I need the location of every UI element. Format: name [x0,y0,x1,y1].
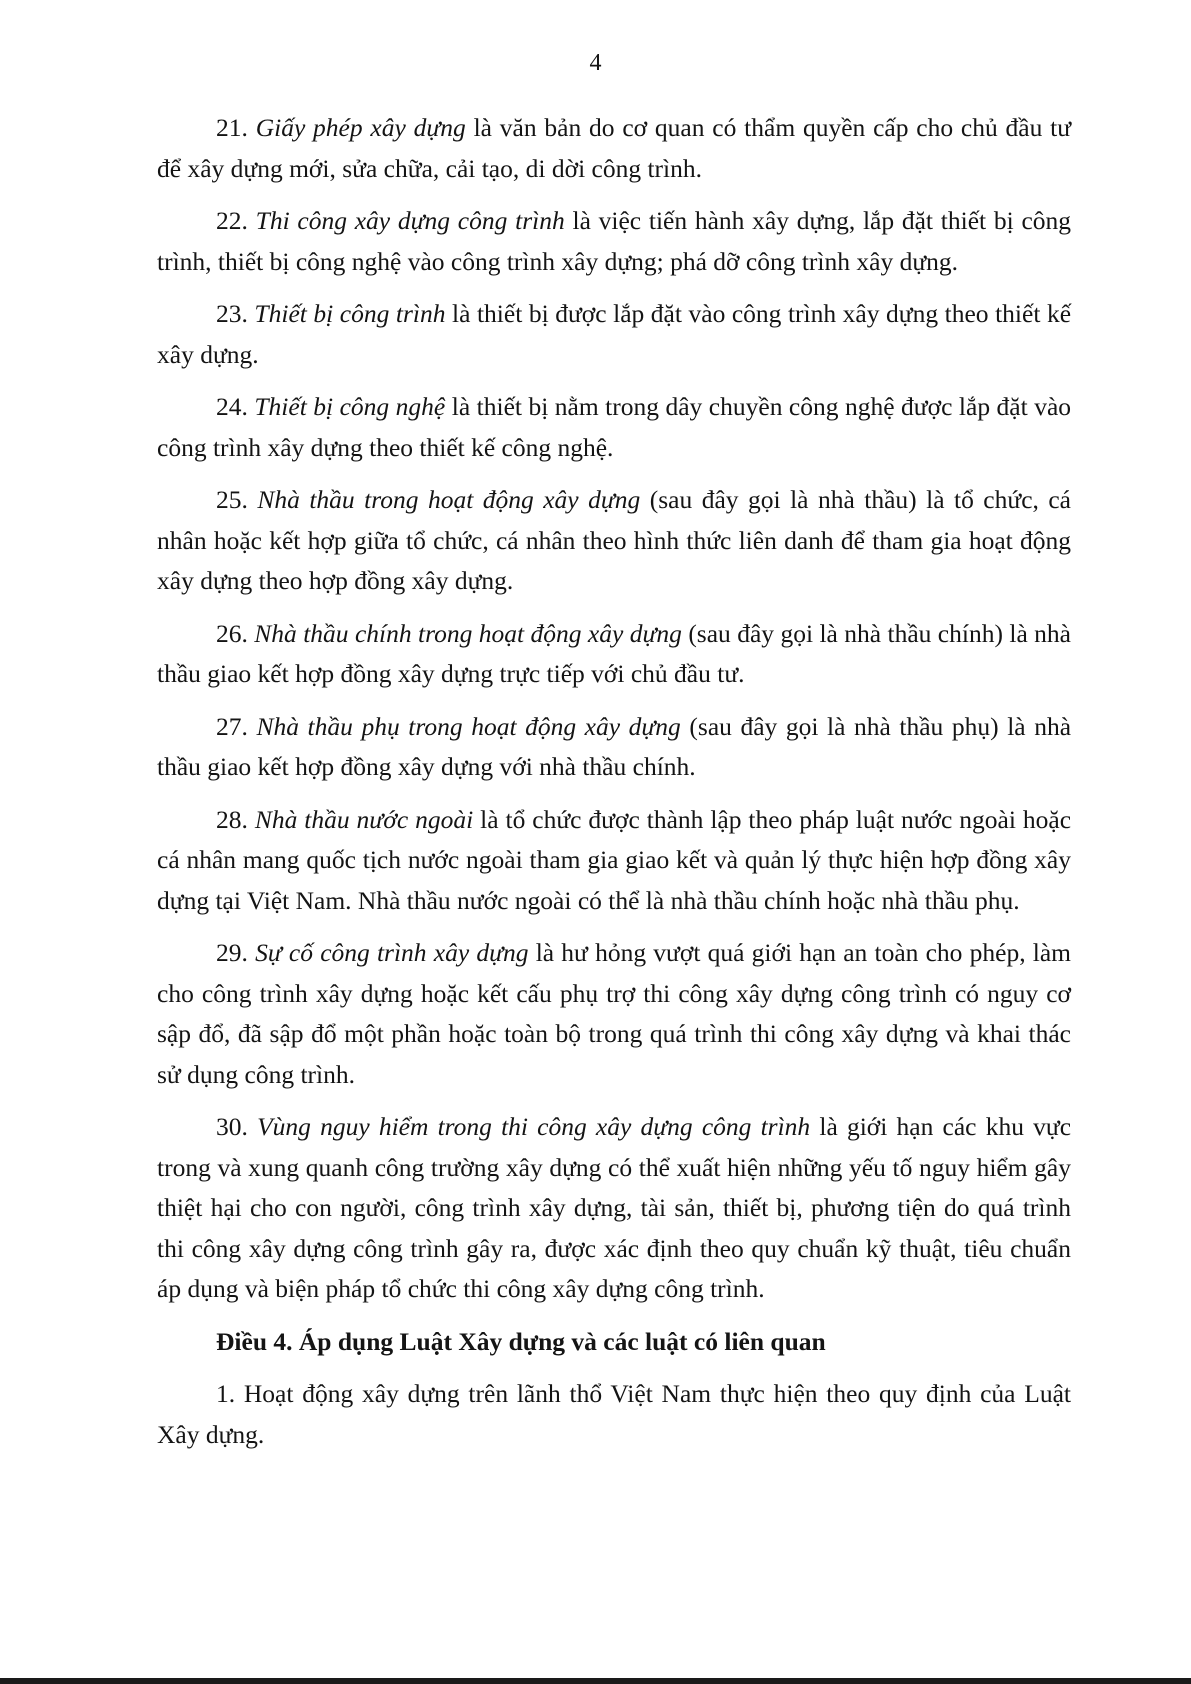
definition-number: 22. [216,206,248,235]
definition-text: (sau đây gọi là nhà thầu) là tổ chức, cá nhân hoặc kết hợp giữa tổ chức, cá nhân theo hình thức liên danh để tham gia hoạt động xây dựng theo hợp đồng xây dựng. [157,485,1072,595]
definition-text: là văn bản do cơ quan có thẩm quyền cấp cho chủ đầu tư để xây dựng mới, sửa chữa, cải tạo, di dời công trình. [157,113,1072,183]
definition-number: 28. [216,804,248,834]
definition-paragraph [157,614,1071,695]
article-clause: 1. Hoạt động xây dựng trên lãnh thổ Việt Nam thực hiện theo quy định của Luật Xây dựng. [157,1379,1071,1449]
definition-text: là tổ chức được thành lập theo pháp luật nước ngoài hoặc cá nhân mang quốc tịch nước ngoài tham gia giao kết và quản lý thực hiện hợp đồng xây dựng tại Việt Nam. Nhà thầu nước ngoài có thể là nhà thầu chính hoặc nhà thầu phụ. [157,804,1072,915]
definition-paragraph [157,707,1071,788]
definition-text: (sau đây gọi là nhà thầu phụ) là nhà thầu giao kết hợp đồng xây dựng với nhà thầu chính. [157,711,1072,781]
defined-term: Thiết bị công trình [254,299,446,328]
definition-text: là hư hỏng vượt quá giới hạn an toàn cho phép, làm cho công trình xây dựng hoặc kết cấu phụ trợ thi công xây dựng công trình có nguy cơ sập đổ, đã sập đổ một phần hoặc toàn bộ trong quá trình thi công xây dựng và khai thác sử dụng công trình. [157,938,1072,1089]
definition-text: là thiết bị nằm trong dây chuyền công nghệ được lắp đặt vào công trình xây dựng theo thiết kế công nghệ. [157,392,1072,462]
scan-bottom-edge [0,1678,1191,1684]
document-body [157,108,1071,1467]
defined-term: Nhà thầu trong hoạt động xây dựng [257,485,641,514]
definition-paragraph [157,480,1071,602]
definition-number: 30. [216,1112,248,1141]
definition-paragraph [157,800,1071,922]
article-heading: Điều 4. Áp dụng Luật Xây dựng và các luật có liên quan [216,1326,826,1356]
definition-paragraph [157,294,1071,375]
definition-number: 24. [216,392,248,421]
definition-number: 23. [216,299,248,328]
definition-text: là việc tiến hành xây dựng, lắp đặt thiết bị công trình, thiết bị công nghệ vào công trình xây dựng; phá dỡ công trình xây dựng. [157,206,1072,276]
defined-term: Thi công xây dựng công trình [255,206,565,235]
definition-number: 29. [216,938,248,967]
defined-term: Sự cố công trình xây dựng [255,938,529,967]
definition-number: 27. [216,711,248,741]
definition-text: (sau đây gọi là nhà thầu chính) là nhà thầu giao kết hợp đồng xây dựng trực tiếp với chủ đầu tư. [157,618,1072,688]
defined-term: Nhà thầu nước ngoài [254,804,474,834]
defined-term: Vùng nguy hiểm trong thi công xây dựng công trình [257,1112,811,1141]
defined-term: Nhà thầu phụ trong hoạt động xây dựng [256,711,681,741]
definition-paragraph [157,108,1071,189]
defined-term: Giấy phép xây dựng [255,113,466,142]
definition-paragraph [157,1107,1071,1310]
definition-text: là giới hạn các khu vực trong và xung quanh công trường xây dựng có thể xuất hiện những yếu tố nguy hiểm gây thiệt hại cho con người, công trình xây dựng, tài sản, thiết bị, phương tiện do quá trình thi công xây dựng công trình gây ra, được xác định theo quy chuẩn kỹ thuật, tiêu chuẩn áp dụng và biện pháp tổ chức thi công xây dựng công trình. [157,1112,1072,1303]
definition-paragraph [157,387,1071,468]
page-number: 4 [589,50,602,76]
definition-paragraph [157,933,1071,1095]
definition-number: 25. [216,485,248,514]
defined-term: Thiết bị công nghệ [254,392,446,421]
definition-paragraph [157,201,1071,282]
definition-number: 26. [216,618,248,648]
defined-term: Nhà thầu chính trong hoạt động xây dựng [254,618,682,648]
definition-number: 21. [216,113,248,142]
definition-text: là thiết bị được lắp đặt vào công trình xây dựng theo thiết kế xây dựng. [157,299,1072,369]
